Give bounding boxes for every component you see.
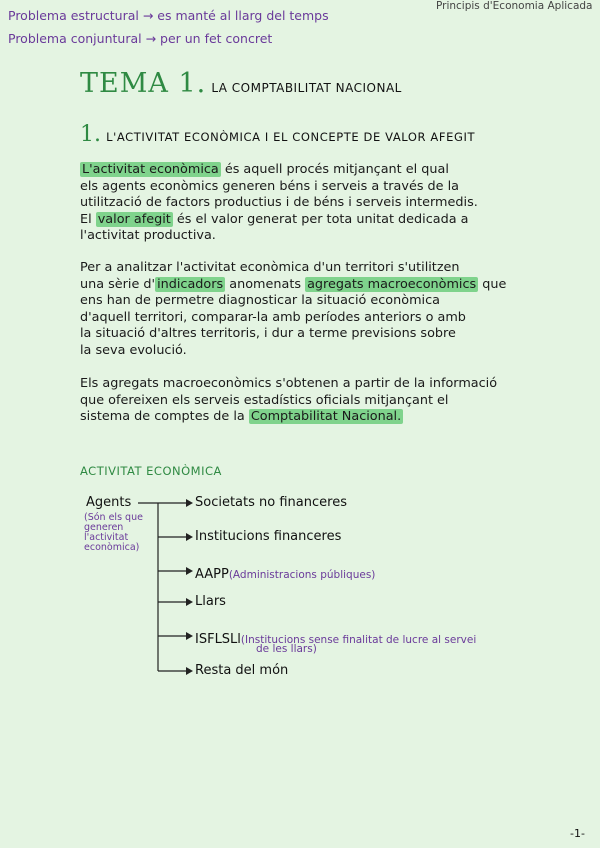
tree-item-resta: Resta del món: [195, 663, 289, 678]
tree-item-isflsl-note-line2: de les llars): [256, 643, 317, 655]
tree-item-isflsl: ISFLSLl(Institucions sense finalitat de lucre al servei: [195, 632, 477, 647]
activity-heading: ACTIVITAT ECONÒMICA: [80, 464, 222, 478]
page-number: -1-: [570, 827, 585, 840]
title-number: TEMA 1.: [80, 68, 207, 99]
tree-item-aapp-note: (Administracions públiques): [228, 569, 376, 581]
paragraph-agregats: Els agregats macroeconòmics s'obtenen a partir de la informació que ofereixen els serveis estadístics oficials mitjançant el sistema de comptes de la Comptabilitat Nacional.: [80, 376, 498, 424]
tree-item-societats: Societats no financeres: [195, 495, 347, 510]
paragraph-activitat: L'activitat econòmica és aquell procés mitjançant el qual els agents econòmics generen béns i serveis a través de la utilització de factors productius i de béns i serveis intermedis. El valor afegit és el valor generat per tota unitat dedicada a l'activitat productiva.: [80, 162, 478, 243]
tree-root-note: (Són els que generen l'activitat econòmica): [84, 512, 143, 553]
arrow-societats: [186, 499, 193, 507]
section-title: L'ACTIVITAT ECONÒMICA I EL CONCEPTE DE VALOR AFEGIT: [106, 130, 476, 144]
course-title: Principis d'Economia Aplicada: [436, 0, 593, 12]
arrow-aapp: [186, 567, 193, 575]
title-text: LA COMPTABILITAT NACIONAL: [211, 81, 402, 95]
highlight-activitat-economica: L'activitat econòmica: [82, 162, 219, 177]
margin-note-structural: Problema estructural → es manté al llarg del temps: [8, 8, 329, 23]
tree-item-isflsl-note: (Institucions sense finalitat de lucre al servei: [240, 634, 477, 646]
arrow-resta: [186, 667, 193, 675]
tree-root-agents: Agents: [86, 495, 132, 510]
tree-item-institucions: Institucions financeres: [195, 529, 342, 544]
section-number: 1.: [80, 122, 101, 147]
highlight-comptabilitat-nacional: Comptabilitat Nacional.: [250, 409, 402, 424]
tree-item-aapp: AAPP(Administracions públiques): [195, 567, 376, 582]
margin-note-conjunctural: Problema conjuntural → per un fet concret: [8, 31, 273, 46]
arrow-isflsl: [186, 632, 193, 640]
arrow-llars: [186, 598, 193, 606]
tree-item-llars: Llars: [195, 594, 226, 609]
highlight-valor-afegit: valor afegit: [97, 211, 171, 227]
highlight-agregats: agregats macroeconòmics: [307, 276, 477, 292]
arrow-institucions: [186, 533, 193, 541]
highlight-indicadors: indicadors: [157, 276, 224, 292]
paragraph-indicadors: Per a analitzar l'activitat econòmica d'un territori s'utilitzen una sèrie d' indicadors anomenats agregats macroeconòmics que ens han de permetre diagnosticar la situació econòmica d'aquell territori, comparar-la amb períodes anteriors o amb la situació d'altres territoris, i dur a terme previsions sobre la seva evolució.: [80, 260, 507, 358]
